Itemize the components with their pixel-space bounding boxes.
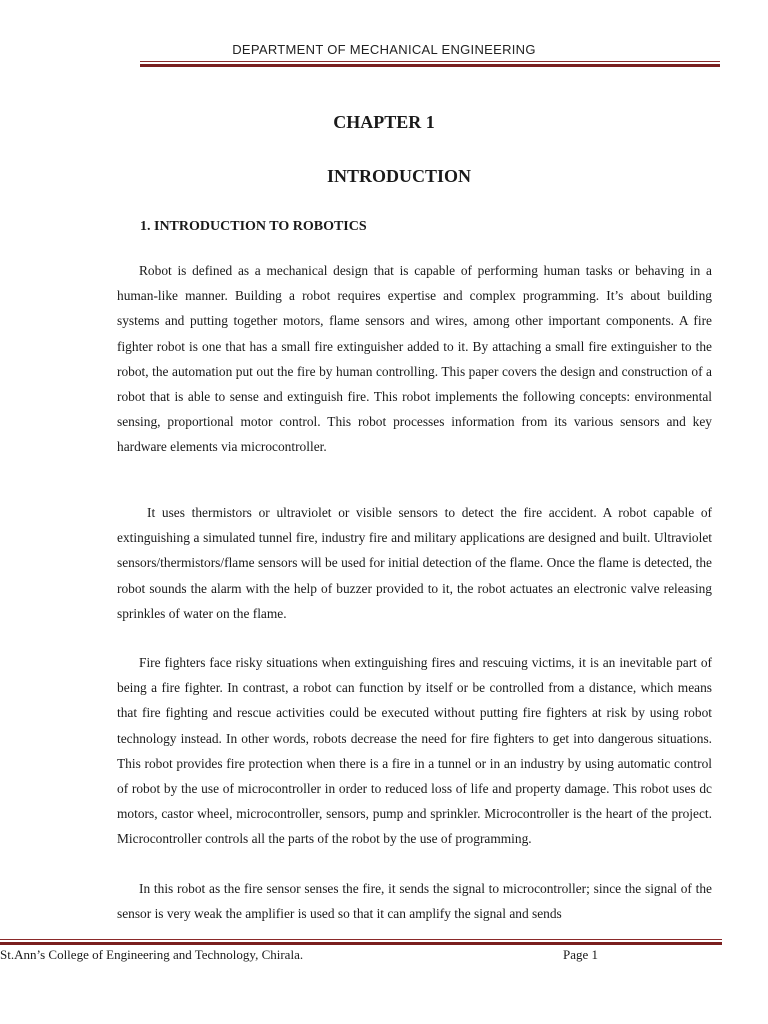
footer-college: St.Ann’s College of Engineering and Technology, Chirala. — [0, 947, 304, 962]
footer-page-number: Page 1 — [563, 947, 599, 962]
body-paragraph-3 — [117, 650, 712, 852]
header-divider-thin — [140, 61, 720, 62]
footer-divider-thin — [0, 939, 722, 940]
paragraph-text: In this robot as the fire sensor senses the fire, it sends the signal to microcontroller; since the signal of the sensor is very weak the amplifier is used so that it can amplify the signal and sends — [117, 881, 712, 922]
body-paragraph-2 — [117, 500, 712, 626]
paragraph-text: Robot is defined as a mechanical design that is capable of performing human tasks or behaving in a human-like manner. Building a robot requires expertise and complex programming. It’s about building systems and putting together motors, flame sensors and wires, among other important components. A fire fighter robot is one that has a small fire extinguisher added to it. By attaching a small fire extinguisher to the robot, the automation put out the fire by human controlling. This paper covers the design and construction of a robot that is able to sense and extinguish fire. This robot implements the following concepts: environmental sensing, proportional motor control. This robot processes information from its various sensors and key hardware elements via microcontroller. — [117, 263, 712, 455]
body-paragraph-1 — [117, 258, 712, 460]
chapter-title: INTRODUCTION — [326, 166, 472, 186]
section-heading: 1. INTRODUCTION TO ROBOTICS — [140, 219, 367, 234]
body-paragraph-4 — [117, 876, 712, 926]
page-header: DEPARTMENT OF MECHANICAL ENGINEERING — [232, 42, 536, 57]
header-divider-thick — [140, 64, 720, 67]
paragraph-text: It uses thermistors or ultraviolet or visible sensors to detect the fire accident. A robot capable of extinguishing a simulated tunnel fire, industry fire and military applications are designed and built. Ultraviolet sensors/thermistors/flame sensors will be used for initial detection of the flame. Once the flame is detected, the robot sounds the alarm with the help of buzzer provided to it, the robot actuates an electronic valve releasing sprinkles of water on the flame. — [117, 505, 712, 621]
chapter-label: CHAPTER 1 — [333, 112, 435, 132]
paragraph-text: Fire fighters face risky situations when extinguishing fires and rescuing victims, it is an inevitable part of being a fire fighter. In contrast, a robot can function by itself or be controlled from a distance, which means that fire fighting and rescue activities could be executed without putting fire fighters at risk by using robot technology instead. In other words, robots decrease the need for fire fighters to get into dangerous situations. This robot provides fire protection when there is a fire in a tunnel or in an industry by using automatic control of robot by the use of microcontroller in order to reduced loss of life and property damage. This robot uses dc motors, castor wheel, microcontroller, sensors, pump and sprinkler. Microcontroller is the heart of the project. Microcontroller controls all the parts of the robot by the use of programming. — [117, 655, 712, 847]
footer-divider-thick — [0, 942, 722, 945]
